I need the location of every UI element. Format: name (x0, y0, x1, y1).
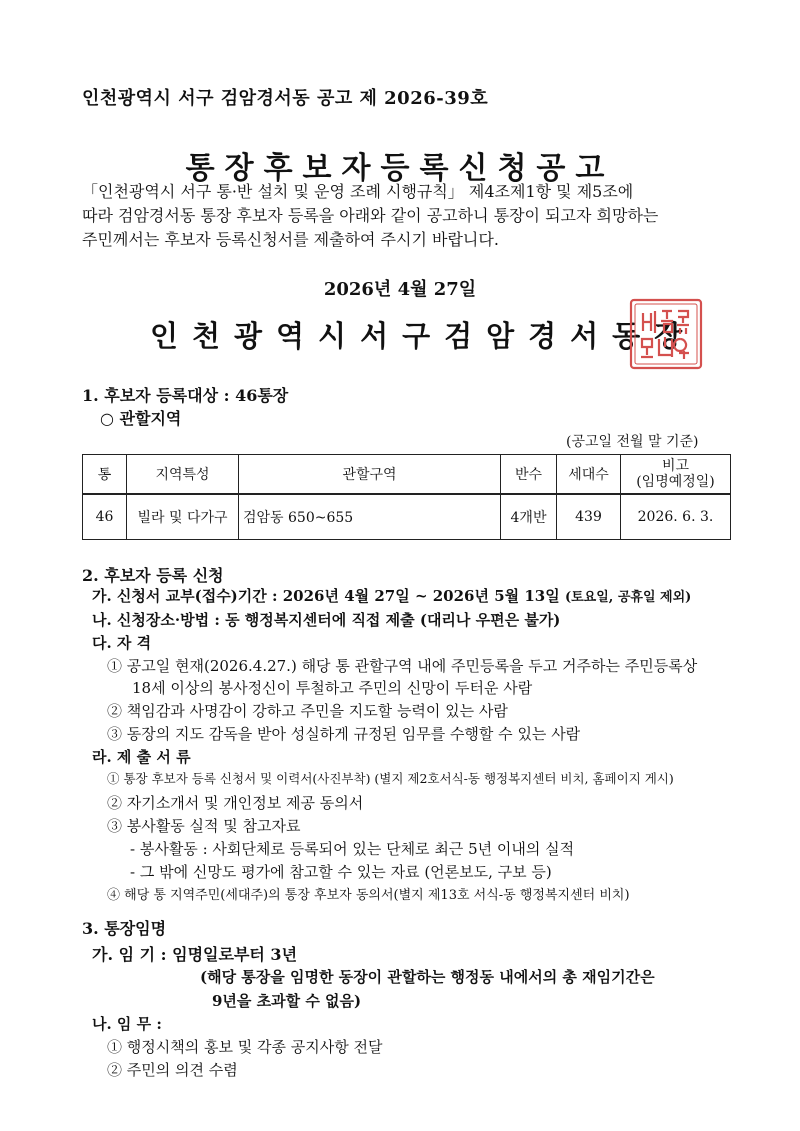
intro-line-2: 따라 검암경서동 통장 후보자 등록을 아래와 같이 공고하니 통장이 되고자 희망하는 (82, 206, 659, 225)
qualification-1a: ① 공고일 현재(2026.4.27.) 해당 통 관할구역 내에 주민등록을 두고 거주하는 주민등록상 (107, 657, 698, 675)
term-note-2: 9년을 초과할 수 없음) (212, 992, 362, 1010)
col-tong: 통 (83, 455, 127, 495)
document-3a: - 봉사활동 : 사회단체로 등록되어 있는 단체로 최근 5년 이내의 실적 (130, 840, 575, 858)
application-place: 나. 신청장소·방법 : 동 행정복지센터에 직접 제출 (대리나 우편은 불가) (92, 611, 561, 629)
cell-remark: 2026. 6. 3. (621, 494, 731, 540)
col-remark-sub: (임명예정일) (636, 474, 715, 490)
documents-heading: 라. 제 출 서 류 (92, 748, 191, 766)
intro-line-1: 「인천광역시 서구 통·반 설치 및 운영 조례 시행규칙」 제4조제1항 및 제5조에 (82, 182, 634, 201)
col-households: 세대수 (557, 455, 621, 495)
jurisdiction-table (82, 454, 731, 540)
section-1-sub: ○ 관할지역 (100, 409, 182, 428)
col-ban-count: 반수 (501, 455, 557, 495)
document-3b: - 그 밖에 신망도 평가에 참고할 수 있는 자료 (언론보도, 구보 등) (130, 863, 552, 881)
issuer-name: 인천광역시서구검암경서동장 (150, 319, 697, 353)
intro-line-3: 주민께서는 후보자 등록신청서를 제출하여 주시기 바랍니다. (82, 230, 499, 249)
term-note-1: (해당 통장을 임명한 동장이 관할하는 행정동 내에서의 총 재임기간은 (200, 968, 655, 986)
notice-number: 인천광역시 서구 검암경서동 공고 제 2026-39호 (82, 88, 489, 109)
col-jurisdiction: 관할구역 (239, 455, 501, 495)
cell-tong: 46 (83, 494, 127, 540)
qualification-1b: 18세 이상의 봉사정신이 투철하고 주민의 신망이 두터운 사람 (132, 679, 533, 697)
cell-households: 439 (557, 494, 621, 540)
document-1: ① 통장 후보자 등록 신청서 및 이력서(사진부착) (별지 제2호서식-동 행정복지센터 비치, 홈페이지 게시) (107, 771, 674, 786)
application-period-text: 가. 신청서 교부(접수)기간 : 2026년 4월 27일 ~ 2026년 5월 13일 (92, 587, 560, 605)
col-remark-label: 비고 (661, 458, 690, 474)
cell-area-type: 빌라 및 다가구 (127, 494, 239, 540)
table-row (83, 494, 731, 540)
duty-1: ① 행정시책의 홍보 및 각종 공지사항 전달 (107, 1038, 383, 1056)
term-heading: 가. 임 기 : 임명일로부터 3년 (92, 945, 298, 964)
section-1-heading: 1. 후보자 등록대상 : 46통장 (82, 386, 289, 405)
qualification-3: ③ 동장의 지도 감독을 받아 성실하게 규정된 임무를 수행할 수 있는 사람 (107, 725, 581, 743)
official-seal-icon (628, 297, 704, 371)
application-period (92, 585, 691, 606)
document-title: 통장후보자등록신청공고 (185, 151, 615, 186)
intro-paragraph (82, 180, 732, 252)
document-3: ③ 봉사활동 실적 및 참고자료 (107, 817, 301, 835)
duty-heading: 나. 임 무 : (92, 1015, 162, 1033)
application-period-note: (토요일, 공휴일 제외) (564, 590, 692, 605)
table-header-row (83, 455, 731, 495)
document-4: ④ 해당 통 지역주민(세대주)의 통장 후보자 동의서(별지 제13호 서식-동 행정복지센터 비치) (107, 888, 630, 903)
col-remark (621, 455, 731, 495)
basis-note: (공고일 전월 말 기준) (566, 434, 699, 450)
qualification-2: ② 책임감과 사명감이 강하고 주민을 지도할 능력이 있는 사람 (107, 702, 508, 720)
qualification-heading: 다. 자 격 (92, 634, 152, 652)
document-2: ② 자기소개서 및 개인정보 제공 동의서 (107, 794, 364, 812)
cell-ban-count: 4개반 (501, 494, 557, 540)
notice-date: 2026년 4월 27일 (323, 279, 477, 300)
section-3-heading: 3. 통장임명 (82, 919, 167, 938)
cell-jurisdiction: 검암동 650~655 (239, 494, 501, 540)
duty-2: ② 주민의 의견 수렴 (107, 1061, 238, 1079)
section-2-heading: 2. 후보자 등록 신청 (82, 566, 224, 585)
col-area-type: 지역특성 (127, 455, 239, 495)
